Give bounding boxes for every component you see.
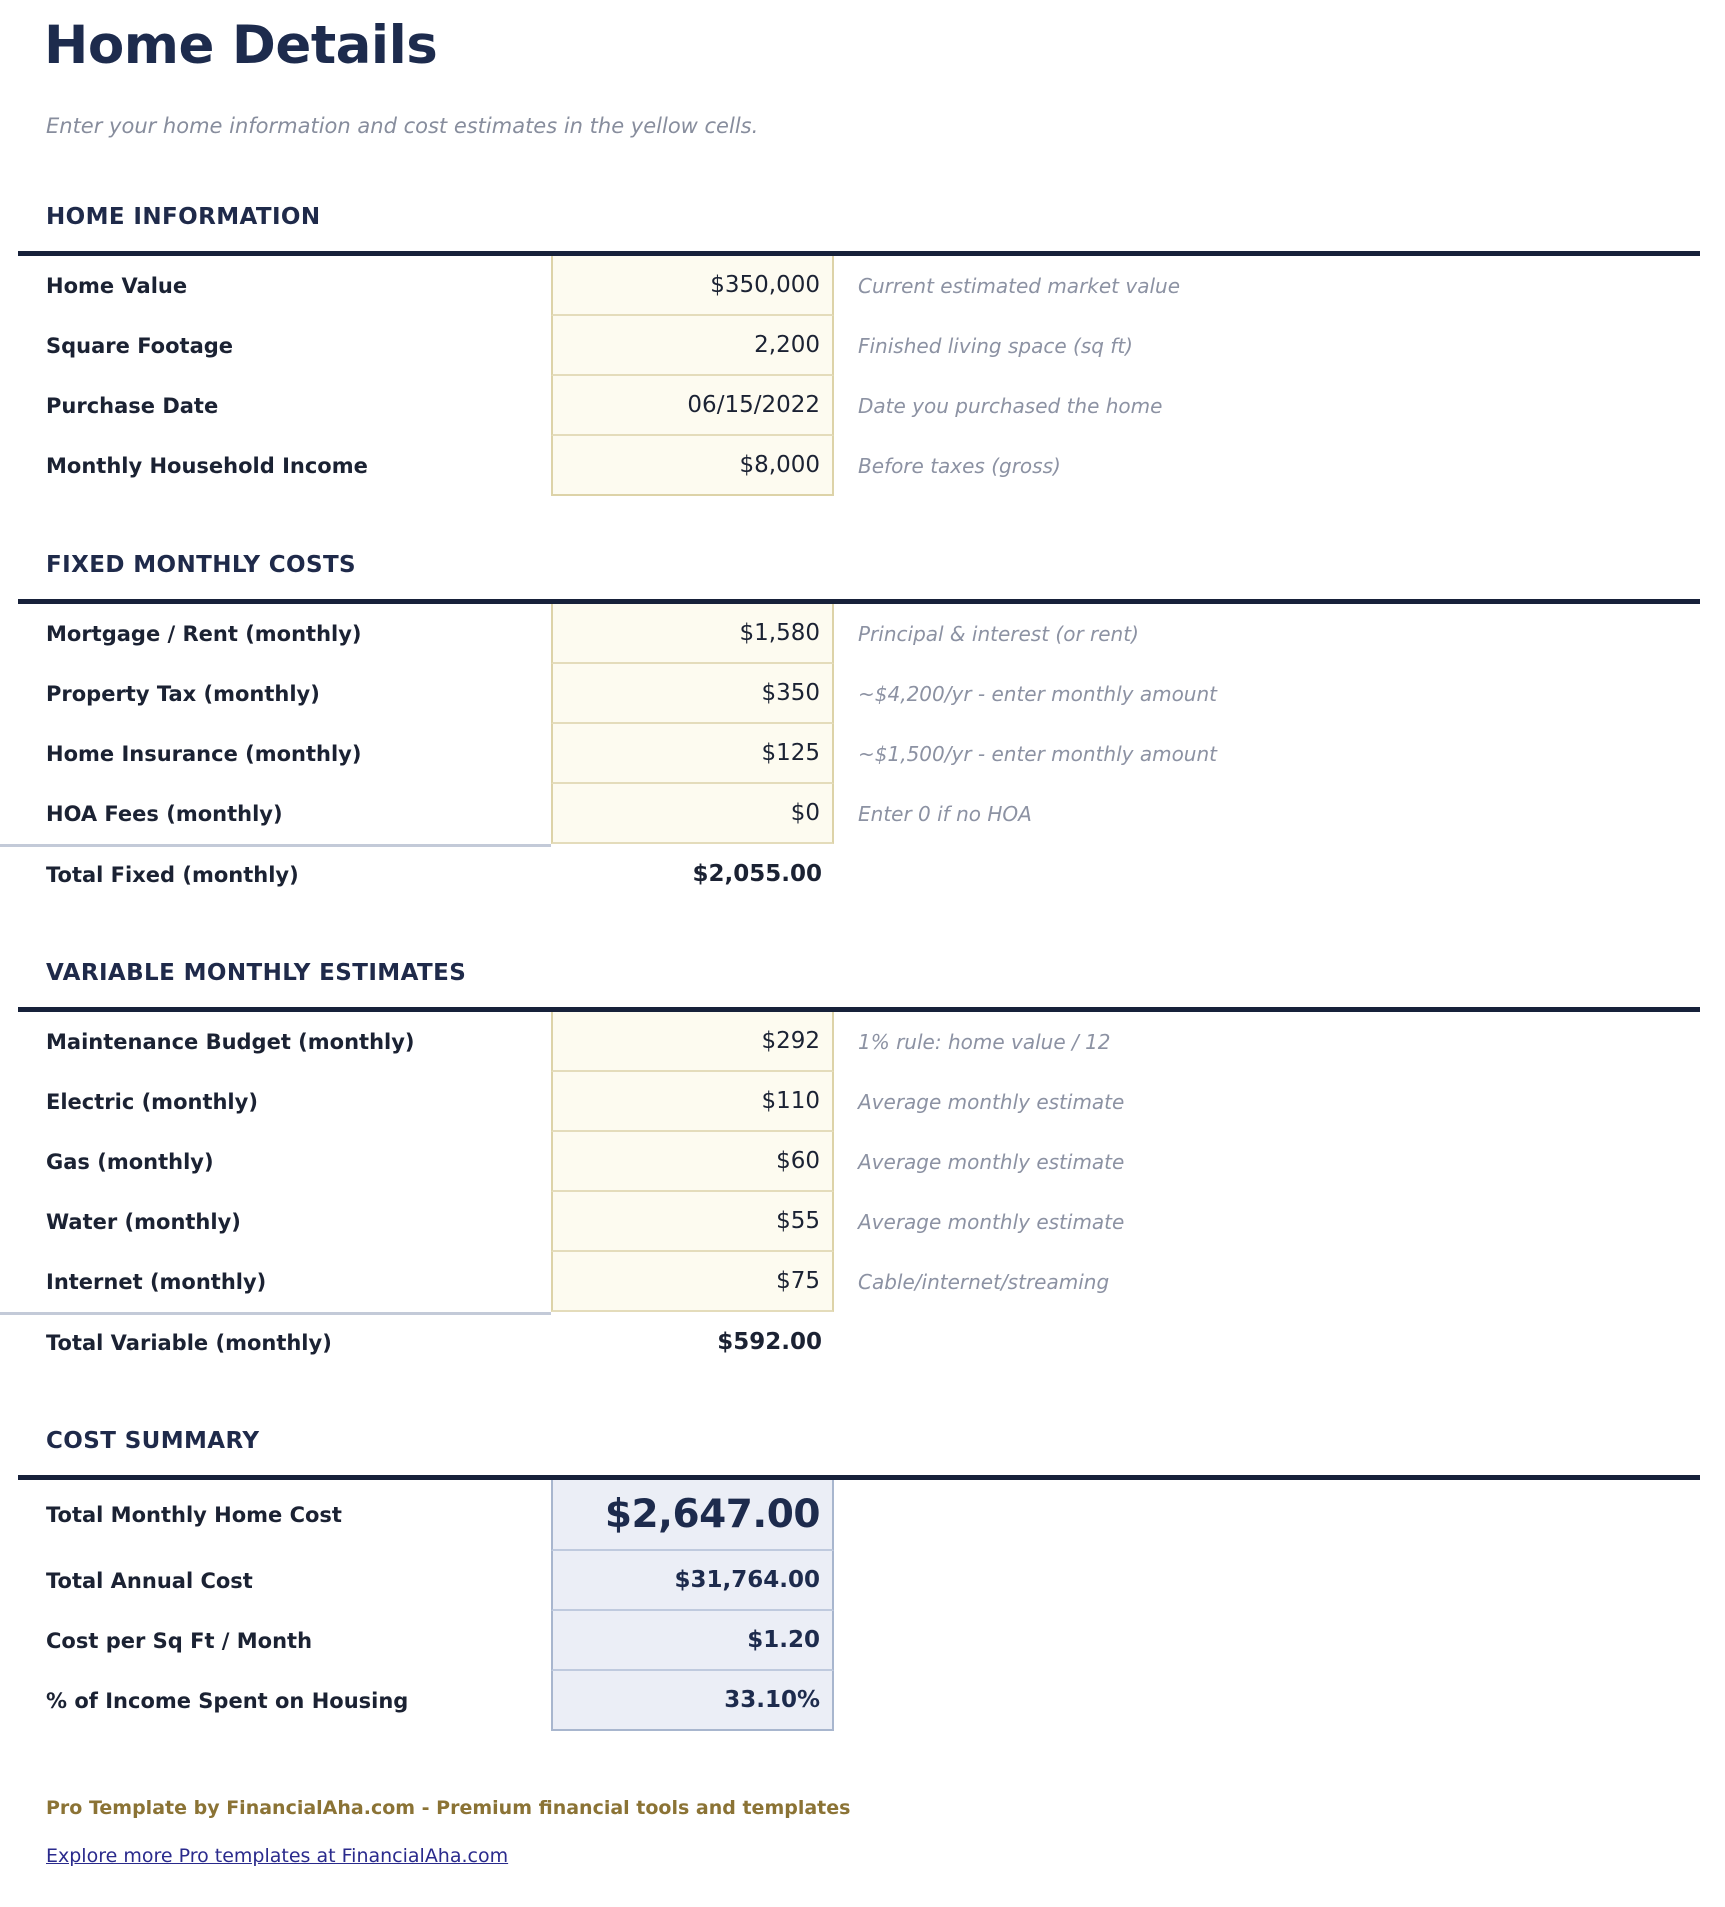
row-hint: Cable/internet/streaming: [858, 1269, 1110, 1294]
table-row: [0, 1072, 1725, 1132]
input-value-cell[interactable]: $110: [551, 1072, 834, 1132]
total-row: [0, 1312, 1725, 1372]
rows: [0, 1480, 1725, 1731]
total-value: $2,055.00: [692, 860, 822, 887]
input-value-cell[interactable]: 06/15/2022: [551, 376, 834, 436]
section-fixed-monthly-costs: [0, 552, 1725, 904]
row-hint: Average monthly estimate: [858, 1209, 1125, 1234]
table-row: [0, 256, 1725, 316]
row-hint: [834, 1671, 1725, 1731]
row-label: Cost per Sq Ft / Month: [46, 1628, 313, 1653]
row-hint: Date you purchased the home: [858, 393, 1163, 418]
table-row: [0, 436, 1725, 496]
input-value-cell[interactable]: $8,000: [551, 436, 834, 496]
row-label: Mortgage / Rent (monthly): [46, 621, 362, 646]
computed-value-cell: $1.20: [551, 1611, 834, 1671]
rows: [0, 1012, 1725, 1372]
total-row: [0, 844, 1725, 904]
table-row: [0, 784, 1725, 844]
row-hint: Current estimated market value: [858, 273, 1181, 298]
row-hint: [834, 1611, 1725, 1671]
input-value-cell[interactable]: $350: [551, 664, 834, 724]
section-heading: VARIABLE MONTHLY ESTIMATES: [46, 959, 467, 986]
row-label: Total Monthly Home Cost: [46, 1503, 342, 1528]
row-hint: 1% rule: home value / 12: [858, 1029, 1111, 1054]
row-label: Monthly Household Income: [46, 453, 368, 478]
table-row: [0, 724, 1725, 784]
footer: [0, 1797, 1725, 1867]
section-cost-summary: [0, 1428, 1725, 1731]
footer-note: Pro Template by FinancialAha.com - Premium financial tools and templates: [46, 1796, 851, 1819]
sections-container: [0, 204, 1725, 1731]
row-hint: ~$4,200/yr - enter monthly amount: [858, 681, 1218, 706]
row-hint: Principal & interest (or rent): [858, 621, 1139, 646]
row-label: Property Tax (monthly): [46, 681, 320, 706]
row-label: Purchase Date: [46, 393, 219, 418]
row-label: % of Income Spent on Housing: [46, 1688, 409, 1713]
rows: [0, 256, 1725, 496]
row-hint: [834, 1480, 1725, 1551]
table-row: [0, 1671, 1725, 1731]
row-label: Maintenance Budget (monthly): [46, 1029, 415, 1054]
input-value-cell[interactable]: $125: [551, 724, 834, 784]
footer-link[interactable]: Explore more Pro templates at FinancialAha.com: [46, 1844, 509, 1867]
table-row: [0, 664, 1725, 724]
row-label: Water (monthly): [46, 1209, 241, 1234]
input-value-cell[interactable]: $60: [551, 1132, 834, 1192]
row-hint: Average monthly estimate: [858, 1089, 1125, 1114]
total-label: Total Variable (monthly): [0, 1312, 551, 1372]
computed-value-cell: $31,764.00: [551, 1551, 834, 1611]
row-label: Gas (monthly): [46, 1149, 214, 1174]
row-label: Home Insurance (monthly): [46, 741, 362, 766]
input-value-cell[interactable]: 2,200: [551, 316, 834, 376]
row-hint: Enter 0 if no HOA: [858, 801, 1032, 826]
section-variable-monthly-estimates: [0, 960, 1725, 1372]
table-row: [0, 1192, 1725, 1252]
row-label: Square Footage: [46, 333, 234, 358]
section-heading: COST SUMMARY: [46, 1427, 260, 1454]
total-hint: [834, 1312, 1725, 1372]
input-value-cell[interactable]: $292: [551, 1012, 834, 1072]
computed-value-cell: 33.10%: [551, 1671, 834, 1731]
table-row: [0, 376, 1725, 436]
total-value: $592.00: [717, 1328, 822, 1355]
row-hint: ~$1,500/yr - enter monthly amount: [858, 741, 1218, 766]
section-home-information: [0, 204, 1725, 496]
table-row: [0, 1252, 1725, 1312]
row-label: Home Value: [46, 273, 188, 298]
row-label: Total Annual Cost: [46, 1568, 253, 1593]
row-hint: [834, 1551, 1725, 1611]
total-label: Total Fixed (monthly): [0, 844, 551, 904]
input-value-cell[interactable]: $1,580: [551, 604, 834, 664]
table-row: [0, 604, 1725, 664]
table-row: [0, 1132, 1725, 1192]
table-row: [0, 1551, 1725, 1611]
total-hint: [834, 844, 1725, 904]
row-label: Internet (monthly): [46, 1269, 267, 1294]
row-hint: Before taxes (gross): [858, 453, 1061, 478]
input-value-cell[interactable]: $55: [551, 1192, 834, 1252]
table-row: [0, 1611, 1725, 1671]
row-label: Electric (monthly): [46, 1089, 258, 1114]
row-hint: Finished living space (sq ft): [858, 333, 1133, 358]
computed-value-cell: $2,647.00: [551, 1480, 834, 1551]
table-row: [0, 316, 1725, 376]
section-heading: FIXED MONTHLY COSTS: [46, 551, 357, 578]
page-title: Home Details: [44, 15, 438, 76]
row-hint: Average monthly estimate: [858, 1149, 1125, 1174]
rows: [0, 604, 1725, 904]
input-value-cell[interactable]: $0: [551, 784, 834, 844]
input-value-cell[interactable]: $75: [551, 1252, 834, 1312]
table-row: [0, 1480, 1725, 1551]
page-subtitle: Enter your home information and cost estimates in the yellow cells.: [46, 113, 759, 138]
row-label: HOA Fees (monthly): [46, 801, 283, 826]
table-row: [0, 1012, 1725, 1072]
section-heading: HOME INFORMATION: [46, 203, 321, 230]
input-value-cell[interactable]: $350,000: [551, 256, 834, 316]
